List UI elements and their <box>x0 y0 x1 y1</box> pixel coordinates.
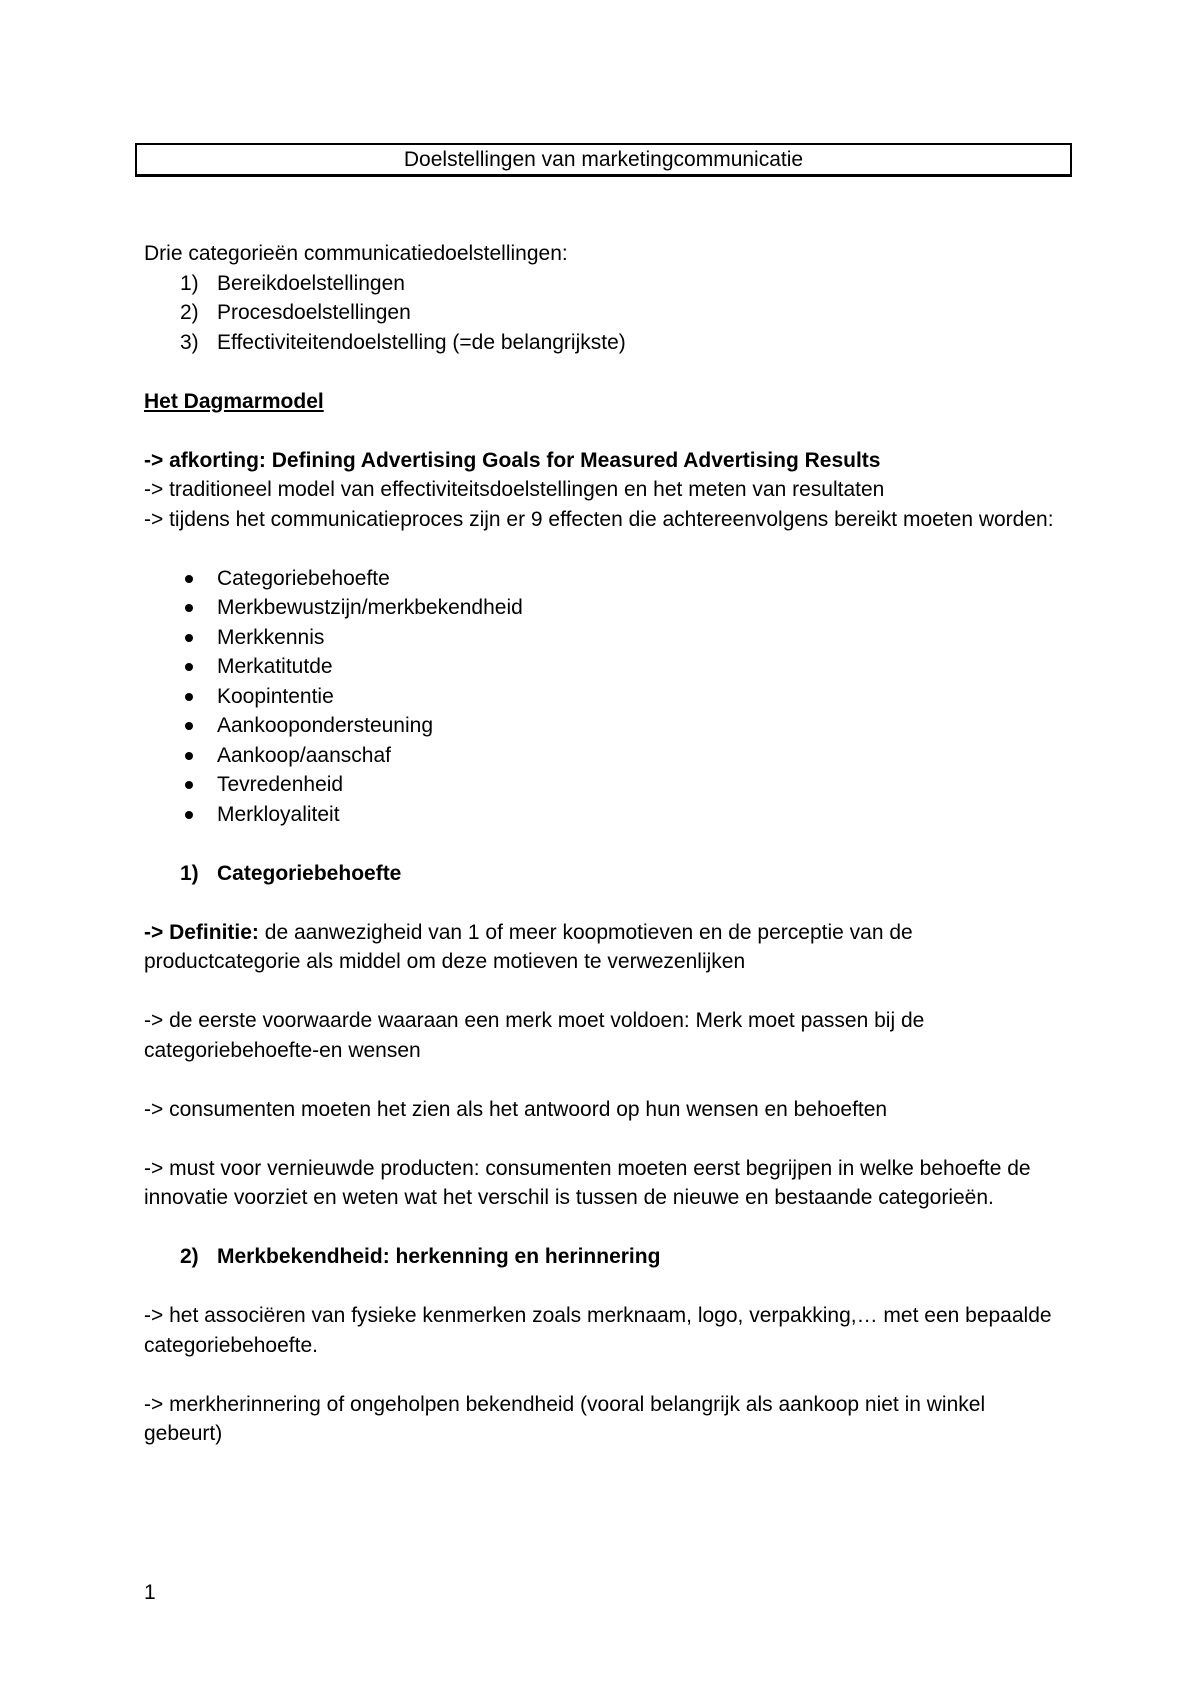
categories-list <box>144 269 1064 358</box>
bullet-item <box>144 800 1064 830</box>
bullet-label: Categoriebehoefte <box>217 566 390 590</box>
bullet-item <box>144 623 1064 653</box>
bullet-item <box>144 564 1064 594</box>
section-number: 2) <box>180 1245 199 1268</box>
section-heading-2 <box>144 1242 1064 1272</box>
page-number: 1 <box>144 1581 156 1604</box>
bullet-icon <box>185 781 193 789</box>
bullet-label: Merkkennis <box>217 625 325 649</box>
bullet-item <box>144 711 1064 741</box>
bullet-icon <box>185 604 193 612</box>
list-item <box>144 269 1064 299</box>
definition-paragraph <box>144 918 1064 977</box>
bullet-icon <box>185 634 193 642</box>
bullet-label: Tevredenheid <box>217 773 344 796</box>
dagmar-abbr: -> afkorting: Defining Advertising Goals for Measured Advertising Results <box>144 448 881 472</box>
effects-list <box>144 564 1064 830</box>
bullet-item <box>144 741 1064 771</box>
list-number: 1) <box>180 271 199 295</box>
bullet-icon <box>185 811 193 819</box>
section-title: Categoriebehoefte <box>217 861 402 885</box>
list-item-label: Effectiviteitendoelstelling (=de belangrijkste) <box>217 330 626 354</box>
paragraph: -> het associëren van fysieke kenmerken zoals merknaam, logo, verpakking,… met een bepaalde categoriebehoefte. <box>144 1304 1052 1357</box>
list-item <box>144 298 1064 328</box>
section-number: 1) <box>180 861 199 885</box>
paragraph: -> must voor vernieuwde producten: consumenten moeten eerst begrijpen in welke behoefte de innovatie voorziet en weten wat het verschil is tussen de nieuwe en bestaande categorieën. <box>144 1156 1031 1209</box>
list-number: 3) <box>180 330 199 354</box>
bullet-icon <box>185 693 193 701</box>
bullet-label: Merkbewustzijn/merkbekendheid <box>217 596 523 619</box>
bullet-item <box>144 652 1064 682</box>
bullet-label: Merkatitutde <box>217 655 333 678</box>
bullet-icon <box>185 752 193 760</box>
dagmar-effects: -> tijdens het communicatieproces zijn er 9 effecten die achtereenvolgens bereikt moeten worden: <box>144 507 1054 531</box>
bullet-icon <box>185 575 193 583</box>
bullet-label: Koopintentie <box>217 684 334 708</box>
document-body <box>144 239 1064 1449</box>
definition-text: de aanwezigheid van 1 of meer koopmotieven en de perceptie van de productcategorie als middel om deze motieven te verwezenlijken <box>144 920 913 973</box>
list-item-label: Procesdoelstellingen <box>217 301 411 324</box>
bullet-label: Merkloyaliteit <box>217 802 340 826</box>
bullet-item <box>144 593 1064 623</box>
paragraph: -> merkherinnering of ongeholpen bekendheid (vooral belangrijk als aankoop niet in winkel gebeurt) <box>144 1392 986 1445</box>
paragraph: -> de eerste voorwaarde waaraan een merk moet voldoen: Merk moet passen bij de categoriebehoefte-en wensen <box>144 1009 925 1062</box>
definition-label: -> Definitie: <box>144 920 259 944</box>
section-heading-1 <box>144 859 1064 889</box>
list-number: 2) <box>180 301 199 324</box>
dagmar-heading: Het Dagmarmodel <box>144 389 324 413</box>
bullet-icon <box>185 722 193 730</box>
bullet-item <box>144 770 1064 800</box>
bullet-item <box>144 682 1064 712</box>
bullet-label: Aankoop/aanschaf <box>217 743 391 767</box>
intro-text: Drie categorieën communicatiedoelstellingen: <box>144 242 568 265</box>
bullet-icon <box>185 663 193 671</box>
paragraph: -> consumenten moeten het zien als het antwoord op hun wensen en behoeften <box>144 1097 888 1121</box>
page-title: Doelstellingen van marketingcommunicatie <box>135 143 1072 177</box>
list-item <box>144 328 1064 358</box>
list-item-label: Bereikdoelstellingen <box>217 271 405 295</box>
section-title: Merkbekendheid: herkenning en herinnering <box>217 1245 661 1268</box>
bullet-label: Aankoopondersteuning <box>217 714 434 737</box>
dagmar-traditional: -> traditioneel model van effectiviteitsdoelstellingen en het meten van resultaten <box>144 478 885 501</box>
